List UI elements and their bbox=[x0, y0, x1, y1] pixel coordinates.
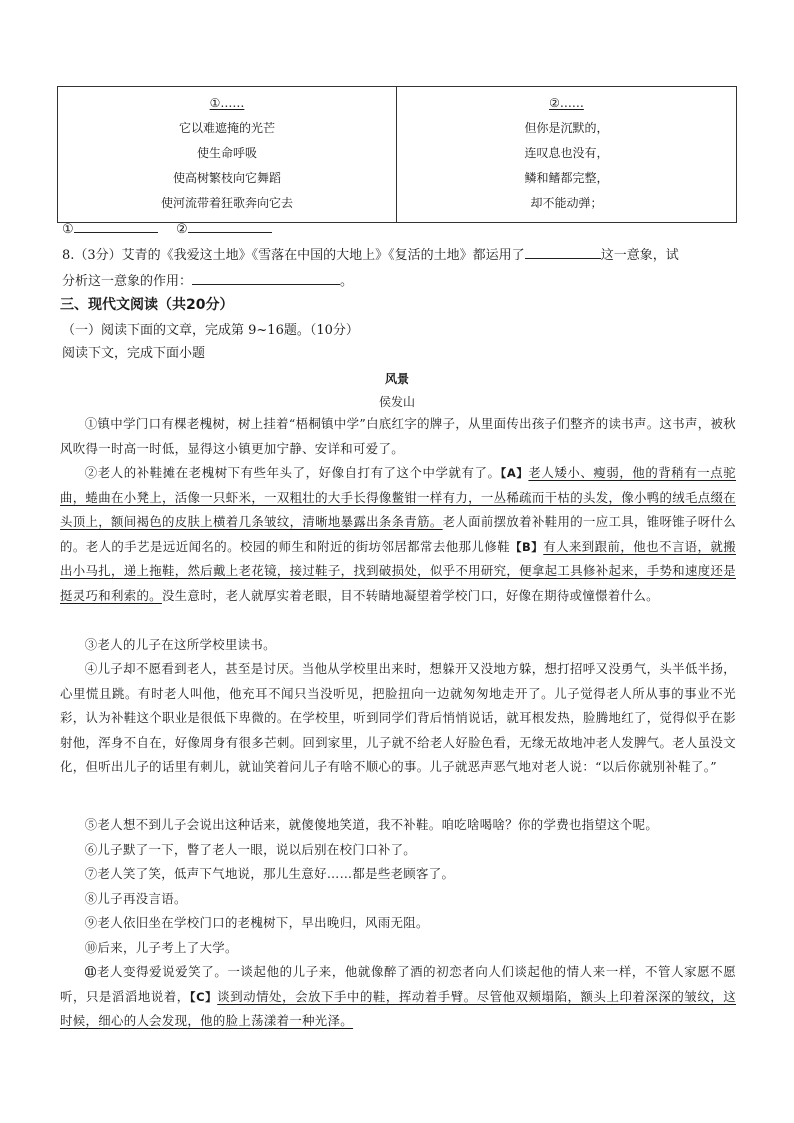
paragraph-2 bbox=[60, 461, 736, 608]
paragraph-3 bbox=[60, 633, 736, 658]
paragraph-2-text-c: 没生意时，老人就厚实着老眼，目不转睛地凝望着学校门口，好像在期待或憧憬着什么。 bbox=[161, 587, 659, 603]
paragraph-3-text: ③老人的儿子在这所学校里读书。 bbox=[84, 637, 276, 652]
paragraph-5 bbox=[60, 813, 736, 838]
answer-blank-1[interactable] bbox=[74, 218, 158, 233]
reading-instruction: 阅读下文，完成下面小题 bbox=[62, 346, 206, 361]
paragraph-7 bbox=[60, 862, 736, 887]
paragraph-1 bbox=[60, 412, 736, 461]
answer-blank-2[interactable] bbox=[188, 218, 272, 233]
paragraph-2-text-a: ②老人的补鞋摊在老槐树下有些年头了，好像自打有了这个中学就有了。 bbox=[84, 465, 501, 480]
question-8-blank-analysis[interactable] bbox=[192, 270, 340, 285]
paragraph-8 bbox=[60, 887, 736, 912]
question-8-end: 。 bbox=[340, 274, 354, 289]
right-poem-cell bbox=[397, 87, 737, 223]
marker-a: 【A】 bbox=[500, 466, 529, 480]
question-8-prompt: 分析这一意象的作用： bbox=[62, 274, 193, 289]
left-poem-head: ①…… bbox=[209, 96, 245, 110]
left-poem-line: 使河流带着狂歌奔向它去 bbox=[160, 196, 293, 210]
section-3-title: 三、现代文阅读（共20分） bbox=[60, 297, 234, 313]
subsection-1-title: （一）阅读下面的文章，完成第 9~16题。（10分） bbox=[62, 323, 359, 338]
question-8-text: 8.（3分）艾青的《我爱这土地》《雪落在中国的大地上》《复活的土地》都运用了 bbox=[62, 248, 525, 263]
right-poem-line: 却不能动弹； bbox=[530, 196, 603, 210]
answer-label-1: ① bbox=[62, 222, 74, 237]
paragraph-4 bbox=[60, 657, 736, 780]
right-poem-head: ②…… bbox=[549, 96, 584, 110]
right-poem-line: 鳞和鳍都完整， bbox=[524, 171, 609, 185]
underlined-passage-c: 谈到动情处，会放下手中的鞋，挥动着手臂。尽管他双颊塌陷，额头上印着深深的皱纹，这时候，细心的人会发现，他的脸上荡漾着一种光泽。 bbox=[60, 988, 737, 1028]
question-8-text-cont: 这一意象，试 bbox=[600, 248, 679, 263]
question-8-blank-imagery[interactable] bbox=[525, 244, 601, 259]
left-poem-cell bbox=[58, 87, 397, 223]
left-poem-line: 使生命呼吸 bbox=[196, 146, 257, 160]
left-poem-line: 使高树繁枝向它舞蹈 bbox=[172, 171, 281, 185]
paragraph-9-text: ⑨老人依旧坐在学校门口的老槐树下，早出晚归，风雨无阻。 bbox=[84, 915, 429, 930]
paragraph-2-text-b: 老人面前摆放着补鞋用的一应工具，锥呀锥子呀什么的。老人的手艺是远近闻名的。校园的师生和附近的街坊邻居都常去他那儿修鞋 bbox=[60, 514, 737, 554]
paragraph-7-text: ⑦老人笑了笑，低声下气地说，那儿生意好……都是些老顾客了。 bbox=[84, 866, 455, 881]
paragraph-11-number: ⑪ bbox=[84, 965, 97, 979]
paragraph-10-text: ⑩后来，儿子考上了大学。 bbox=[84, 940, 238, 955]
paragraph-6-text: ⑥儿子默了一下，瞥了老人一眼，说以后别在校门口补了。 bbox=[84, 842, 417, 857]
poem-comparison-table bbox=[57, 86, 737, 223]
article-title: 风景 bbox=[384, 372, 409, 386]
underlined-passage-a: 老人矮小、瘦弱，他的背稍有一点驼曲，蜷曲在小凳上，活像一只虾米，一双粗壮的大手长得像鳖钳一样有力，一丛稀疏而干枯的头发，像小鸭的绒毛点缀在头顶上，额间褐色的皮肤上横着几条皱纹，清晰地暴露出条条青筋。 bbox=[60, 465, 737, 529]
underlined-passage-b: 有人来到跟前，他也不言语，就搬出小马扎，递上拖鞋，然后戴上老花镜，接过鞋子，找到破损处，似乎不用研究，便拿起工具修补起来，手势和速度还是挺灵巧和利索的。 bbox=[60, 538, 736, 603]
question-8-line-2 bbox=[62, 270, 353, 289]
question-8-line-1 bbox=[62, 244, 679, 263]
article-author: 侯发山 bbox=[378, 395, 415, 409]
right-poem-line: 但你是沉默的， bbox=[524, 121, 609, 135]
left-poem-line: 它以难遮掩的光芒 bbox=[178, 121, 275, 135]
paragraph-5-text: ⑤老人想不到儿子会说出这种话来，就傻傻地笑道，我不补鞋。咱吃啥喝啥？你的学费也指望这个呢。 bbox=[84, 817, 659, 832]
paragraph-10 bbox=[60, 936, 736, 961]
paragraph-8-text: ⑧儿子再没言语。 bbox=[84, 891, 187, 906]
paragraph-4-text: ④儿子却不愿看到老人，甚至是讨厌。当他从学校里出来时，想躲开又没地方躲，想打招呼又没勇气，头半低半扬，心里慌且跳。有时老人叫他，他充耳不闻只当没听见，把脸扭向一边就匆匆地走开了。儿子觉得老人所从事的事业不光彩，认为补鞋这个职业是很低下卑微的。在学校里，听到同学们背后悄悄说话，就耳根发热，脸腾地红了，觉得似乎在影射他，浑身不自在，好像周身有很多芒刺。回到家里，儿子就不给老人好脸色看，无缘无故地冲老人发脾气。老人虽没文化，但听出儿子的话里有刺儿，就讪笑着问儿子有啥不顺心的事。儿子就恶声恶气地对老人说：“以后你就别补鞋了。” bbox=[60, 661, 736, 774]
answer-blanks bbox=[62, 218, 272, 237]
paragraph-1-text: ①镇中学门口有棵老槐树，树上挂着“梧桐镇中学”白底红字的牌子，从里面传出孩子们整齐的读书声。这书声，被秋风吹得一时高一时低，显得这小镇更加宁静、安详和可爱了。 bbox=[60, 416, 736, 456]
answer-label-2: ② bbox=[175, 222, 188, 237]
marker-c: 【C】 bbox=[189, 989, 218, 1004]
paragraph-11 bbox=[60, 960, 736, 1034]
marker-b: 【B】 bbox=[510, 539, 544, 554]
paragraph-6 bbox=[60, 838, 736, 863]
right-poem-line: 连叹息也没有， bbox=[524, 146, 609, 160]
paragraph-11-text-a: 老人变得爱说爱笑了。一谈起他的儿子来，他就像醉了酒的初恋者向人们谈起他的情人来一样，不管人家愿不愿听，只是滔滔地说着， bbox=[60, 964, 736, 1004]
paragraph-9 bbox=[60, 911, 736, 936]
